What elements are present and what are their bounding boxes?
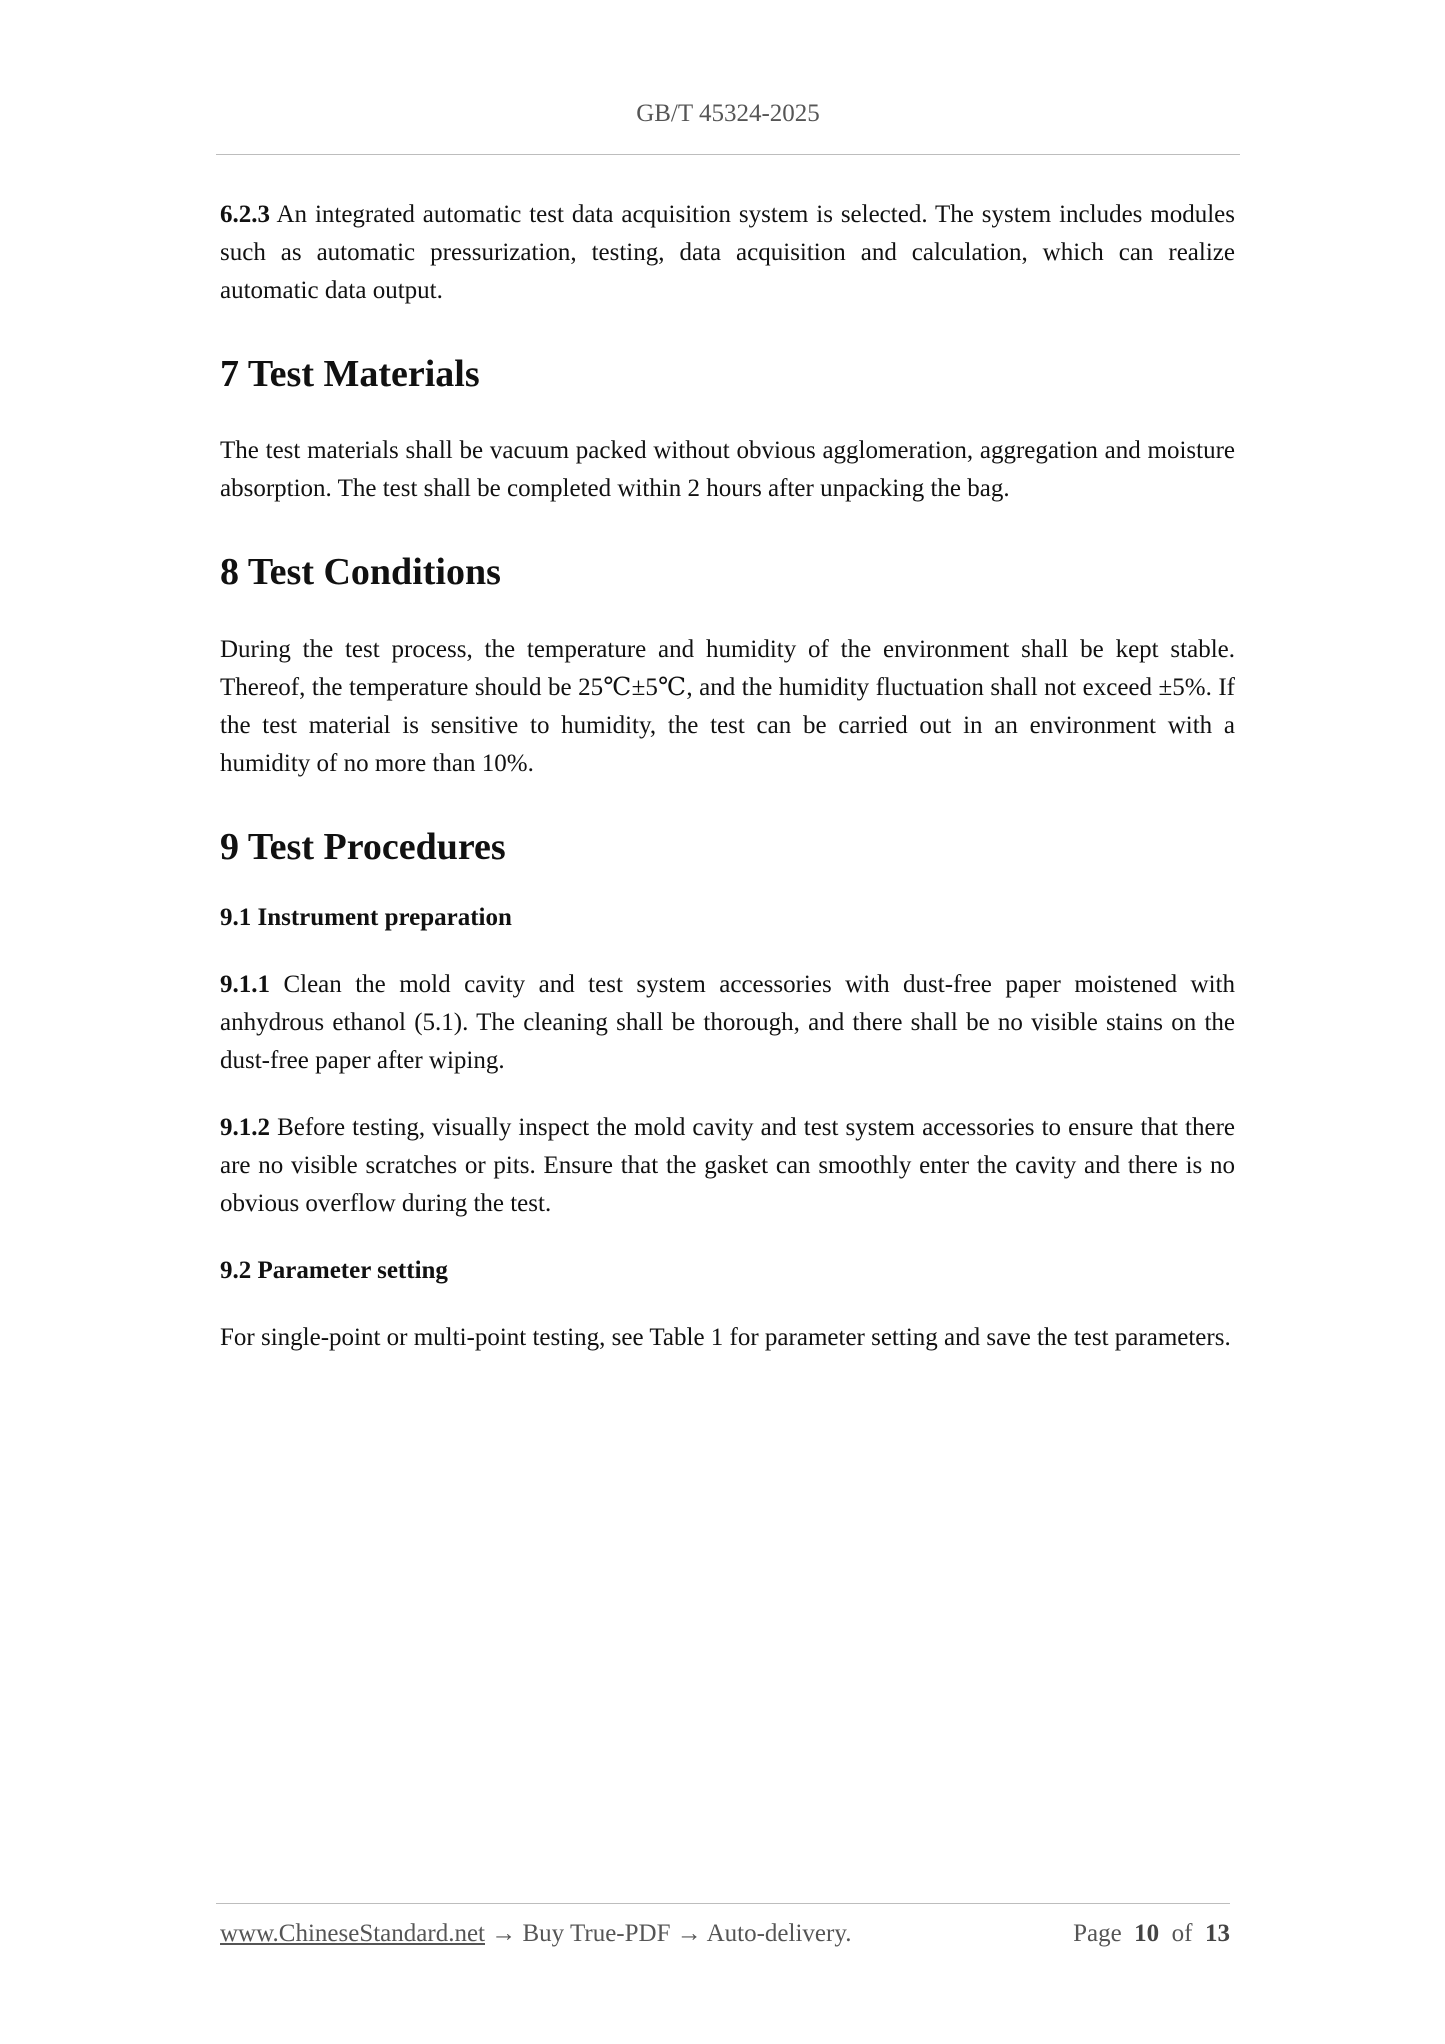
- subsection-9-2-heading: 9.2 Parameter setting: [220, 1257, 448, 1284]
- current-page: 10: [1134, 1920, 1160, 1947]
- website-link[interactable]: www.ChineseStandard.net: [220, 1920, 485, 1947]
- clause-text: An integrated automatic test data acquisition system is selected. The system includes modules such as automatic pressurization, testing, data acquisition and calculation, which can realize automatic data output.: [220, 201, 1235, 304]
- section-8-text: During the test process, the temperature and humidity of the environment shall be kept stable. Thereof, the temperature should be 25℃±5℃, and the humidity fluctuation shall not exceed ±5%. If the test material is sensitive to humidity, the test can be carried out in an environment with a humidity of no more than 10%.: [220, 636, 1235, 777]
- arrow-right-icon: →: [676, 1920, 702, 1947]
- section-9-heading: 9 Test Procedures: [220, 826, 506, 868]
- clause-9-1-2: [220, 1109, 1235, 1223]
- section-7-text: The test materials shall be vacuum packed without obvious agglomeration, aggregation and moisture absorption. The test shall be completed within 2 hours after unpacking the bag.: [220, 437, 1235, 502]
- clause-6-2-3: [220, 196, 1235, 310]
- clause-text: Before testing, visually inspect the mold cavity and test system accessories to ensure that there are no visible scratches or pits. Ensure that the gasket can smoothly enter the cavity and there is no obvious overflow during the test.: [220, 1114, 1235, 1217]
- section-7-heading: 7 Test Materials: [220, 353, 480, 395]
- delivery-text: Auto-delivery.: [701, 1920, 852, 1947]
- document-id: GB/T 45324-2025: [636, 100, 820, 127]
- clause-text: Clean the mold cavity and test system accessories with dust-free paper moistened with anhydrous ethanol (5.1). The cleaning shall be thorough, and there shall be no visible stains on the dust-free paper after wiping.: [220, 971, 1235, 1074]
- buy-text: Buy True-PDF: [516, 1920, 677, 1947]
- clause-9-1-1: [220, 966, 1235, 1080]
- footer-divider: [216, 1903, 1230, 1904]
- document-header: [218, 100, 1238, 128]
- footer-promo: [220, 1920, 851, 1948]
- total-pages: 13: [1205, 1920, 1230, 1947]
- subsection-9-1-heading: 9.1 Instrument preparation: [220, 904, 512, 931]
- page-label: Page: [1073, 1920, 1122, 1947]
- section-8-heading: 8 Test Conditions: [220, 551, 501, 593]
- header-divider: [216, 154, 1240, 155]
- page-content: [220, 196, 1235, 1357]
- clause-number: 6.2.3: [220, 201, 270, 228]
- arrow-right-icon: →: [491, 1920, 517, 1947]
- page-number: [1073, 1920, 1230, 1948]
- of-label: of: [1171, 1920, 1193, 1947]
- section-9-2-text: For single-point or multi-point testing, see Table 1 for parameter setting and save the test parameters.: [220, 1324, 1231, 1351]
- clause-number: 9.1.2: [220, 1114, 270, 1141]
- clause-number: 9.1.1: [220, 971, 270, 998]
